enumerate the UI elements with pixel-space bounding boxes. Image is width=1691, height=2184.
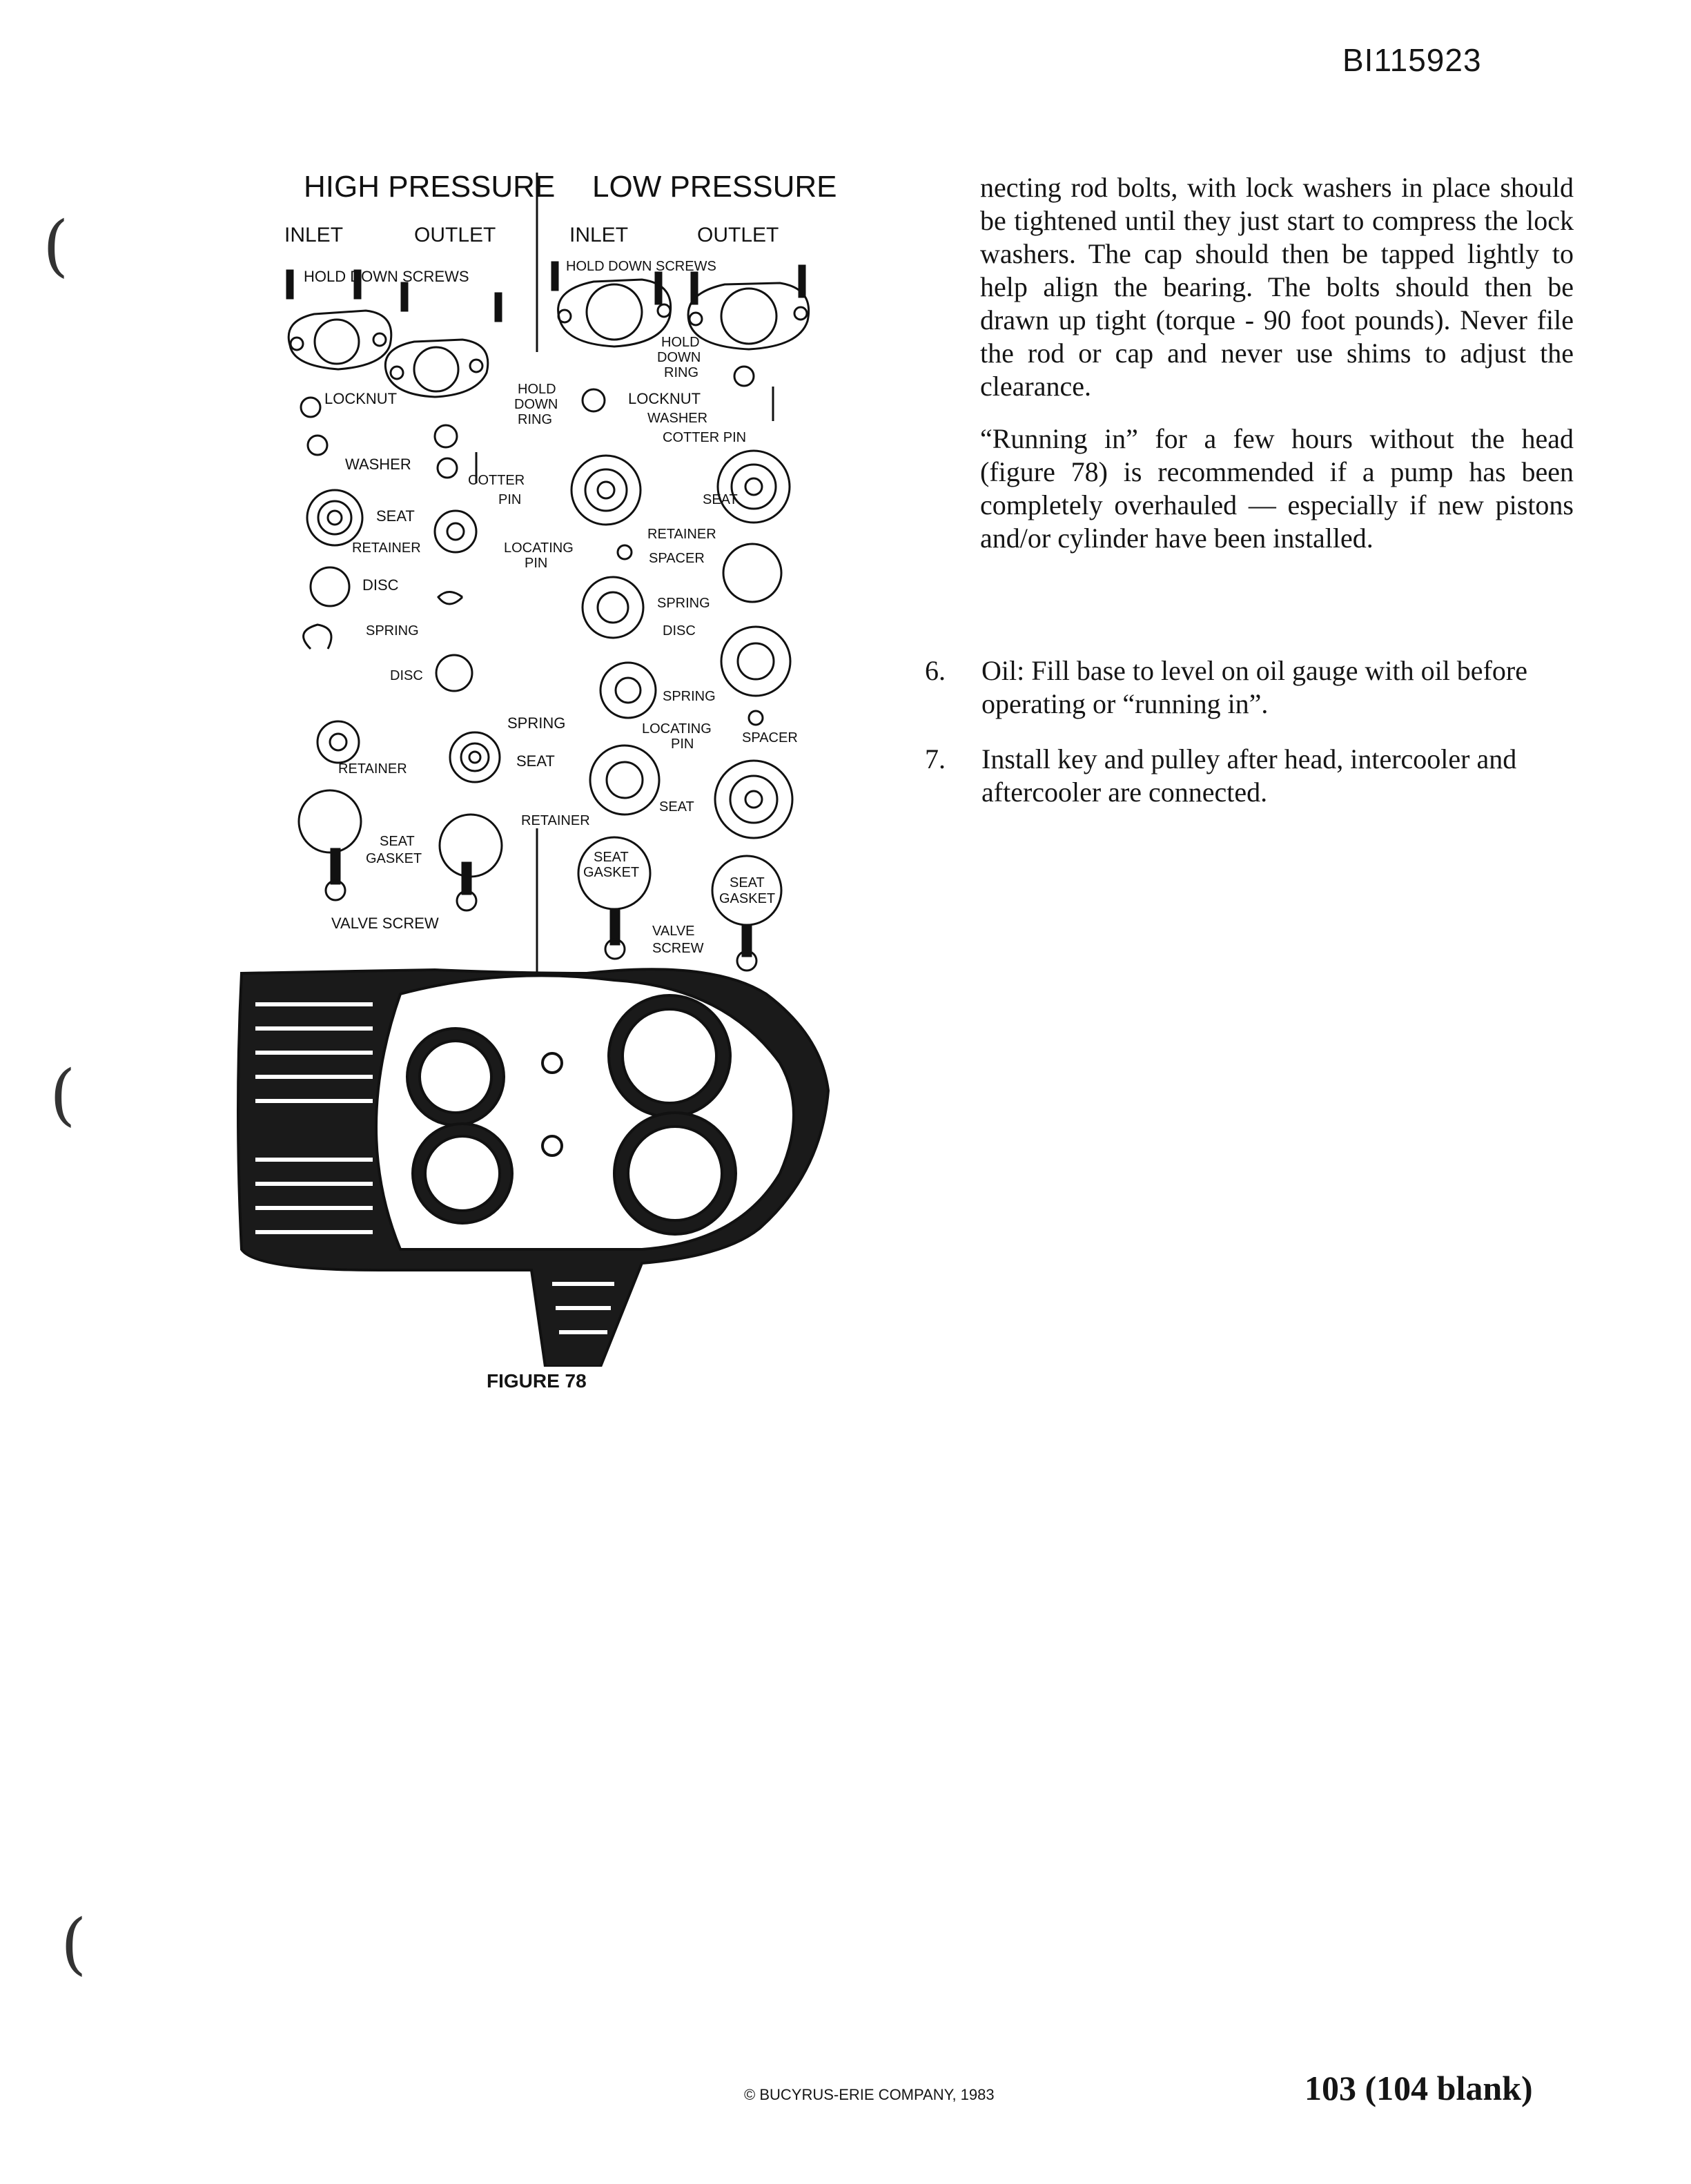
- hp-spring-icon: [438, 592, 462, 605]
- figure-caption: FIGURE 78: [487, 1370, 587, 1392]
- lp-retainer-icon: [718, 451, 790, 523]
- label-hp-ring: RING: [518, 412, 552, 427]
- hp-seat-icon: [307, 490, 362, 545]
- label-lp-hold-down-screws: HOLD DOWN SCREWS: [566, 259, 716, 274]
- label-hp-seat: SEAT: [376, 507, 415, 525]
- label-lp-screw: SCREW: [652, 941, 704, 956]
- document-id: BI115923: [1342, 42, 1482, 78]
- lp-disc-icon: [721, 627, 790, 696]
- label-hp-spring-2: SPRING: [507, 714, 566, 732]
- label-hp-seat-gasket-1: SEAT: [380, 834, 415, 849]
- label-lp-pin: PIN: [671, 737, 694, 752]
- body-text-column: [980, 171, 1574, 574]
- list-item-number: 6.: [925, 655, 946, 686]
- label-hp-outlet: OUTLET: [414, 224, 496, 246]
- hp-locknut-icon: [301, 398, 320, 417]
- label-hp-pin: PIN: [498, 492, 522, 507]
- list-item-number: 7.: [925, 743, 946, 774]
- label-lp-seat-gasket-a1: SEAT: [594, 850, 629, 865]
- lp-retainer-2-icon: [590, 745, 659, 815]
- label-lp-retainer-2: RETAINER: [521, 813, 590, 828]
- hp-retainer-icon: [435, 511, 476, 552]
- label-lp-locknut: LOCKNUT: [628, 390, 701, 407]
- hp-spring-small-icon: [304, 625, 331, 649]
- paragraph-connecting-rod: necting rod bolts, with lock washers in place should be tightened until they just start to compress the lock washers. The cap should then be tapped lightly to help align the bearing. The bolts should then be drawn up tight (torque - 90 foot pounds). Never file the rod or cap and never use shims to adjust the clearance.: [980, 172, 1574, 402]
- lp-inlet-flange-icon: [558, 280, 671, 347]
- label-hp-hold-down-screws: HOLD DOWN SCREWS: [304, 268, 469, 285]
- heading-low-pressure: LOW PRESSURE: [592, 170, 837, 204]
- label-hp-hold: HOLD: [518, 382, 556, 397]
- label-hp-retainer-2: RETAINER: [338, 761, 407, 777]
- label-hp-disc: DISC: [362, 576, 399, 594]
- label-mid-locating: LOCATING: [504, 540, 574, 556]
- figure-78-diagram: [228, 166, 849, 1367]
- label-hp-retainer: RETAINER: [352, 540, 421, 556]
- label-hp-inlet: INLET: [284, 224, 344, 246]
- hp-retainer-2-icon: [317, 721, 359, 763]
- label-lp-outlet: OUTLET: [697, 224, 779, 246]
- hp-disc-2-icon: [436, 655, 472, 691]
- label-hp-valve-screw: VALVE SCREW: [331, 915, 439, 932]
- label-hp-disc-2: DISC: [390, 668, 423, 683]
- label-hp-down: DOWN: [514, 397, 558, 412]
- lp-spacer-2-icon: [749, 711, 763, 725]
- lp-spring-icon: [583, 577, 643, 638]
- binding-hole-mark: (: [43, 207, 69, 284]
- label-hp-seat-2: SEAT: [516, 752, 555, 770]
- list-item-text: Install key and pulley after head, intercooler and aftercooler are connected.: [981, 743, 1517, 808]
- hp-inlet-flange-icon: [289, 311, 391, 369]
- label-lp-inlet: INLET: [569, 224, 629, 246]
- label-mid-pin: PIN: [525, 556, 548, 571]
- paragraph-running-in: “Running in” for a few hours without the head (figure 78) is recommended if a pump has been completely overhauled — especially if new pistons and/or cylinder have been installed.: [980, 423, 1574, 554]
- label-hp-cotter: COTTER: [468, 473, 525, 488]
- label-hp-locknut: LOCKNUT: [324, 390, 398, 407]
- label-lp-seat-2: SEAT: [659, 799, 694, 815]
- lp-seat-2-icon: [715, 761, 792, 838]
- binding-hole-mark: (: [61, 1905, 87, 1982]
- lp-locknut-2-icon: [734, 367, 754, 386]
- label-lp-spacer-2: SPACER: [742, 730, 798, 745]
- hp-washer-icon: [308, 436, 327, 455]
- lp-seat-icon: [571, 456, 641, 525]
- label-lp-disc: DISC: [663, 623, 696, 638]
- label-lp-seat-gasket-b1: SEAT: [730, 875, 765, 890]
- binding-hole-mark: (: [50, 1056, 76, 1133]
- lp-spacer-icon: [723, 544, 781, 602]
- lp-locknut-icon: [583, 389, 605, 411]
- label-lp-seat-gasket-a2: GASKET: [583, 865, 640, 880]
- label-lp-spring-2: SPRING: [663, 689, 716, 704]
- lp-spring-2-icon: [600, 663, 656, 718]
- label-lp-washer: WASHER: [647, 411, 708, 426]
- label-hp-seat-gasket-2: GASKET: [366, 851, 422, 866]
- label-lp-spacer: SPACER: [649, 551, 705, 566]
- cylinder-head-casting-icon: [238, 969, 828, 1367]
- label-lp-seat-gasket-b2: GASKET: [719, 891, 776, 906]
- list-item-text: Oil: Fill base to level on oil gauge with oil before operating or “running in”.: [981, 655, 1527, 719]
- hp-locknut-2-icon: [435, 425, 457, 447]
- hp-seat-2-icon: [450, 732, 500, 782]
- label-lp-seat: SEAT: [703, 492, 738, 507]
- label-lp-spring: SPRING: [657, 596, 710, 611]
- label-lp-down: DOWN: [657, 350, 701, 365]
- label-lp-locating: LOCATING: [642, 721, 712, 737]
- label-hp-spring: SPRING: [366, 623, 419, 638]
- lp-locating-pin-icon: [618, 545, 632, 559]
- hp-outlet-flange-icon: [385, 340, 487, 397]
- label-lp-cotter-pin: COTTER PIN: [663, 430, 747, 445]
- page-number: 103 (104 blank): [1304, 2069, 1533, 2107]
- label-hp-washer: WASHER: [345, 456, 411, 473]
- lp-outlet-flange-icon: [688, 283, 809, 349]
- label-lp-hold: HOLD: [661, 335, 700, 350]
- label-lp-retainer: RETAINER: [647, 527, 716, 542]
- heading-high-pressure: HIGH PRESSURE: [304, 170, 556, 204]
- copyright-notice: © BUCYRUS-ERIE COMPANY, 1983: [744, 2086, 995, 2103]
- label-lp-ring: RING: [664, 365, 698, 380]
- hp-disc-icon: [311, 567, 349, 606]
- hp-washer-2-icon: [438, 458, 457, 478]
- label-lp-valve: VALVE: [652, 924, 695, 939]
- lp-valve-screw-icon: [605, 910, 756, 971]
